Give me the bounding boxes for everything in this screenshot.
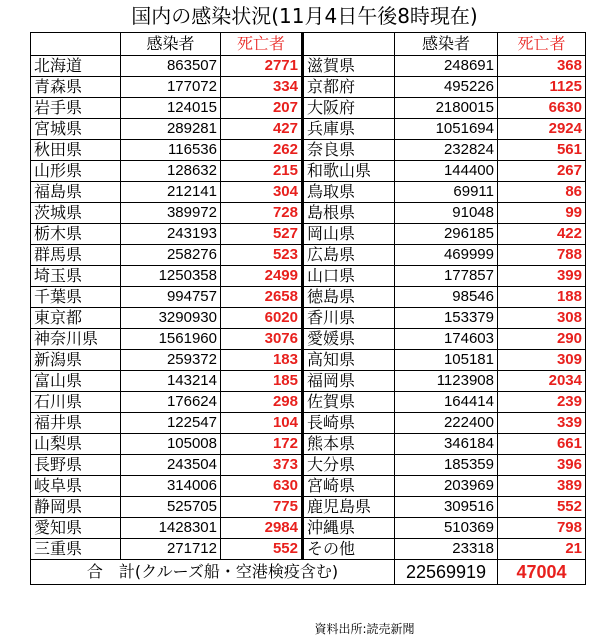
cases-value-left: 994757 bbox=[121, 287, 221, 308]
deaths-value-left: 373 bbox=[221, 455, 303, 476]
prefecture-name-right: 兵庫県 bbox=[303, 119, 395, 140]
header-deaths-left: 死亡者 bbox=[221, 33, 303, 56]
prefecture-name-right: 長崎県 bbox=[303, 413, 395, 434]
prefecture-name-left: 愛知県 bbox=[31, 518, 121, 539]
cases-value-right: 164414 bbox=[395, 392, 498, 413]
deaths-value-left: 2499 bbox=[221, 266, 303, 287]
prefecture-name-right: 和歌山県 bbox=[303, 161, 395, 182]
prefecture-name-left: 山形県 bbox=[31, 161, 121, 182]
prefecture-name-left: 埼玉県 bbox=[31, 266, 121, 287]
prefecture-name-right: 徳島県 bbox=[303, 287, 395, 308]
deaths-value-right: 389 bbox=[498, 476, 586, 497]
deaths-value-left: 304 bbox=[221, 182, 303, 203]
prefecture-name-left: 三重県 bbox=[31, 539, 121, 560]
deaths-value-right: 399 bbox=[498, 266, 586, 287]
deaths-value-right: 290 bbox=[498, 329, 586, 350]
total-cases-value: 22569919 bbox=[395, 560, 498, 585]
table-row bbox=[31, 350, 586, 371]
cases-value-left: 258276 bbox=[121, 245, 221, 266]
cases-value-right: 469999 bbox=[395, 245, 498, 266]
deaths-value-left: 2984 bbox=[221, 518, 303, 539]
prefecture-name-right: 広島県 bbox=[303, 245, 395, 266]
prefecture-name-left: 福井県 bbox=[31, 413, 121, 434]
deaths-value-left: 172 bbox=[221, 434, 303, 455]
deaths-value-right: 309 bbox=[498, 350, 586, 371]
prefecture-name-right: 島根県 bbox=[303, 203, 395, 224]
prefecture-name-right: 大分県 bbox=[303, 455, 395, 476]
cases-value-left: 243193 bbox=[121, 224, 221, 245]
prefecture-name-right: 愛媛県 bbox=[303, 329, 395, 350]
cases-value-right: 105181 bbox=[395, 350, 498, 371]
cases-value-left: 124015 bbox=[121, 98, 221, 119]
prefecture-name-left: 石川県 bbox=[31, 392, 121, 413]
table-row bbox=[31, 77, 586, 98]
prefecture-name-right: 奈良県 bbox=[303, 140, 395, 161]
prefecture-name-left: 秋田県 bbox=[31, 140, 121, 161]
cases-value-left: 525705 bbox=[121, 497, 221, 518]
cases-value-left: 389972 bbox=[121, 203, 221, 224]
table-row bbox=[31, 161, 586, 182]
table-row bbox=[31, 140, 586, 161]
cases-value-left: 289281 bbox=[121, 119, 221, 140]
total-label: 合 計(クルーズ船・空港検疫含む) bbox=[31, 560, 395, 585]
cases-value-left: 1561960 bbox=[121, 329, 221, 350]
deaths-value-left: 262 bbox=[221, 140, 303, 161]
cases-value-right: 2180015 bbox=[395, 98, 498, 119]
deaths-value-right: 86 bbox=[498, 182, 586, 203]
cases-value-right: 153379 bbox=[395, 308, 498, 329]
prefecture-name-left: 新潟県 bbox=[31, 350, 121, 371]
cases-value-left: 271712 bbox=[121, 539, 221, 560]
prefecture-name-right: 宮崎県 bbox=[303, 476, 395, 497]
cases-value-right: 510369 bbox=[395, 518, 498, 539]
prefecture-name-right: その他 bbox=[303, 539, 395, 560]
header-row bbox=[31, 33, 586, 56]
cases-value-left: 1428301 bbox=[121, 518, 221, 539]
cases-value-left: 143214 bbox=[121, 371, 221, 392]
table-row bbox=[31, 203, 586, 224]
deaths-value-right: 2924 bbox=[498, 119, 586, 140]
prefecture-name-right: 佐賀県 bbox=[303, 392, 395, 413]
cases-value-right: 222400 bbox=[395, 413, 498, 434]
prefecture-name-right: 福岡県 bbox=[303, 371, 395, 392]
table-row bbox=[31, 245, 586, 266]
cases-value-left: 122547 bbox=[121, 413, 221, 434]
deaths-value-right: 21 bbox=[498, 539, 586, 560]
prefecture-name-right: 滋賀県 bbox=[303, 56, 395, 77]
deaths-value-right: 1125 bbox=[498, 77, 586, 98]
header-cases-right: 感染者 bbox=[395, 33, 498, 56]
prefecture-name-right: 沖縄県 bbox=[303, 518, 395, 539]
prefecture-name-left: 茨城県 bbox=[31, 203, 121, 224]
table-row bbox=[31, 434, 586, 455]
prefecture-name-left: 神奈川県 bbox=[31, 329, 121, 350]
prefecture-name-left: 千葉県 bbox=[31, 287, 121, 308]
deaths-value-left: 185 bbox=[221, 371, 303, 392]
cases-value-left: 243504 bbox=[121, 455, 221, 476]
prefecture-name-right: 大阪府 bbox=[303, 98, 395, 119]
cases-value-right: 203969 bbox=[395, 476, 498, 497]
deaths-value-left: 728 bbox=[221, 203, 303, 224]
cases-value-right: 346184 bbox=[395, 434, 498, 455]
prefecture-name-left: 静岡県 bbox=[31, 497, 121, 518]
table-row bbox=[31, 476, 586, 497]
cases-value-right: 1051694 bbox=[395, 119, 498, 140]
deaths-value-left: 104 bbox=[221, 413, 303, 434]
cases-value-right: 174603 bbox=[395, 329, 498, 350]
prefecture-name-right: 高知県 bbox=[303, 350, 395, 371]
deaths-value-left: 2658 bbox=[221, 287, 303, 308]
deaths-value-right: 188 bbox=[498, 287, 586, 308]
cases-value-left: 3290930 bbox=[121, 308, 221, 329]
deaths-value-right: 99 bbox=[498, 203, 586, 224]
table-row bbox=[31, 119, 586, 140]
deaths-value-left: 207 bbox=[221, 98, 303, 119]
deaths-value-right: 396 bbox=[498, 455, 586, 476]
cases-value-left: 212141 bbox=[121, 182, 221, 203]
table-row bbox=[31, 455, 586, 476]
deaths-value-right: 2034 bbox=[498, 371, 586, 392]
cases-value-right: 69911 bbox=[395, 182, 498, 203]
deaths-value-left: 6020 bbox=[221, 308, 303, 329]
page-title: 国内の感染状況(11月4日午後8時現在) bbox=[131, 4, 478, 28]
deaths-value-right: 788 bbox=[498, 245, 586, 266]
prefecture-name-left: 長野県 bbox=[31, 455, 121, 476]
cases-value-right: 296185 bbox=[395, 224, 498, 245]
deaths-value-left: 427 bbox=[221, 119, 303, 140]
table-row bbox=[31, 413, 586, 434]
prefecture-name-right: 岡山県 bbox=[303, 224, 395, 245]
deaths-value-left: 527 bbox=[221, 224, 303, 245]
table-row bbox=[31, 329, 586, 350]
cases-value-left: 314006 bbox=[121, 476, 221, 497]
table-row bbox=[31, 182, 586, 203]
prefecture-name-right: 鹿児島県 bbox=[303, 497, 395, 518]
prefecture-name-left: 富山県 bbox=[31, 371, 121, 392]
table-row bbox=[31, 371, 586, 392]
deaths-value-right: 422 bbox=[498, 224, 586, 245]
prefecture-name-left: 福島県 bbox=[31, 182, 121, 203]
deaths-value-right: 552 bbox=[498, 497, 586, 518]
table-row bbox=[31, 539, 586, 560]
table-row bbox=[31, 497, 586, 518]
cases-value-right: 144400 bbox=[395, 161, 498, 182]
prefecture-name-right: 熊本県 bbox=[303, 434, 395, 455]
deaths-value-left: 2771 bbox=[221, 56, 303, 77]
cases-value-right: 177857 bbox=[395, 266, 498, 287]
cases-value-right: 309516 bbox=[395, 497, 498, 518]
table-row bbox=[31, 392, 586, 413]
header-blank-right bbox=[303, 33, 395, 56]
prefecture-name-left: 山梨県 bbox=[31, 434, 121, 455]
header-blank-left bbox=[31, 33, 121, 56]
cases-value-left: 105008 bbox=[121, 434, 221, 455]
prefecture-name-left: 岐阜県 bbox=[31, 476, 121, 497]
deaths-value-right: 368 bbox=[498, 56, 586, 77]
cases-value-left: 863507 bbox=[121, 56, 221, 77]
cases-value-right: 1123908 bbox=[395, 371, 498, 392]
header-cases-left: 感染者 bbox=[121, 33, 221, 56]
header-deaths-right: 死亡者 bbox=[498, 33, 586, 56]
deaths-value-left: 334 bbox=[221, 77, 303, 98]
deaths-value-right: 6630 bbox=[498, 98, 586, 119]
table-row bbox=[31, 287, 586, 308]
prefecture-name-left: 岩手県 bbox=[31, 98, 121, 119]
table-row bbox=[31, 308, 586, 329]
cases-value-right: 232824 bbox=[395, 140, 498, 161]
cases-value-left: 1250358 bbox=[121, 266, 221, 287]
prefecture-name-right: 香川県 bbox=[303, 308, 395, 329]
table-row bbox=[31, 518, 586, 539]
prefecture-name-right: 山口県 bbox=[303, 266, 395, 287]
deaths-value-left: 3076 bbox=[221, 329, 303, 350]
cases-value-right: 248691 bbox=[395, 56, 498, 77]
cases-value-left: 259372 bbox=[121, 350, 221, 371]
cases-value-right: 185359 bbox=[395, 455, 498, 476]
deaths-value-left: 298 bbox=[221, 392, 303, 413]
prefecture-name-right: 京都府 bbox=[303, 77, 395, 98]
source-note: 資料出所:読売新聞 bbox=[314, 622, 415, 636]
infection-status-table bbox=[30, 32, 586, 585]
deaths-value-left: 552 bbox=[221, 539, 303, 560]
deaths-value-right: 561 bbox=[498, 140, 586, 161]
prefecture-name-left: 栃木県 bbox=[31, 224, 121, 245]
cases-value-right: 495226 bbox=[395, 77, 498, 98]
table-row bbox=[31, 56, 586, 77]
table-row bbox=[31, 224, 586, 245]
deaths-value-right: 239 bbox=[498, 392, 586, 413]
cases-value-right: 91048 bbox=[395, 203, 498, 224]
deaths-value-right: 267 bbox=[498, 161, 586, 182]
cases-value-right: 98546 bbox=[395, 287, 498, 308]
prefecture-name-left: 東京都 bbox=[31, 308, 121, 329]
cases-value-left: 176624 bbox=[121, 392, 221, 413]
table-row bbox=[31, 98, 586, 119]
prefecture-name-left: 群馬県 bbox=[31, 245, 121, 266]
total-row bbox=[31, 560, 586, 585]
table-body bbox=[31, 33, 586, 585]
deaths-value-left: 215 bbox=[221, 161, 303, 182]
deaths-value-left: 183 bbox=[221, 350, 303, 371]
prefecture-name-right: 鳥取県 bbox=[303, 182, 395, 203]
deaths-value-right: 661 bbox=[498, 434, 586, 455]
prefecture-name-left: 北海道 bbox=[31, 56, 121, 77]
deaths-value-left: 630 bbox=[221, 476, 303, 497]
prefecture-name-left: 青森県 bbox=[31, 77, 121, 98]
prefecture-name-left: 宮城県 bbox=[31, 119, 121, 140]
cases-value-left: 177072 bbox=[121, 77, 221, 98]
deaths-value-right: 308 bbox=[498, 308, 586, 329]
deaths-value-left: 523 bbox=[221, 245, 303, 266]
cases-value-left: 128632 bbox=[121, 161, 221, 182]
deaths-value-left: 775 bbox=[221, 497, 303, 518]
deaths-value-right: 339 bbox=[498, 413, 586, 434]
total-deaths-value: 47004 bbox=[498, 560, 586, 585]
cases-value-left: 116536 bbox=[121, 140, 221, 161]
cases-value-right: 23318 bbox=[395, 539, 498, 560]
deaths-value-right: 798 bbox=[498, 518, 586, 539]
table-row bbox=[31, 266, 586, 287]
